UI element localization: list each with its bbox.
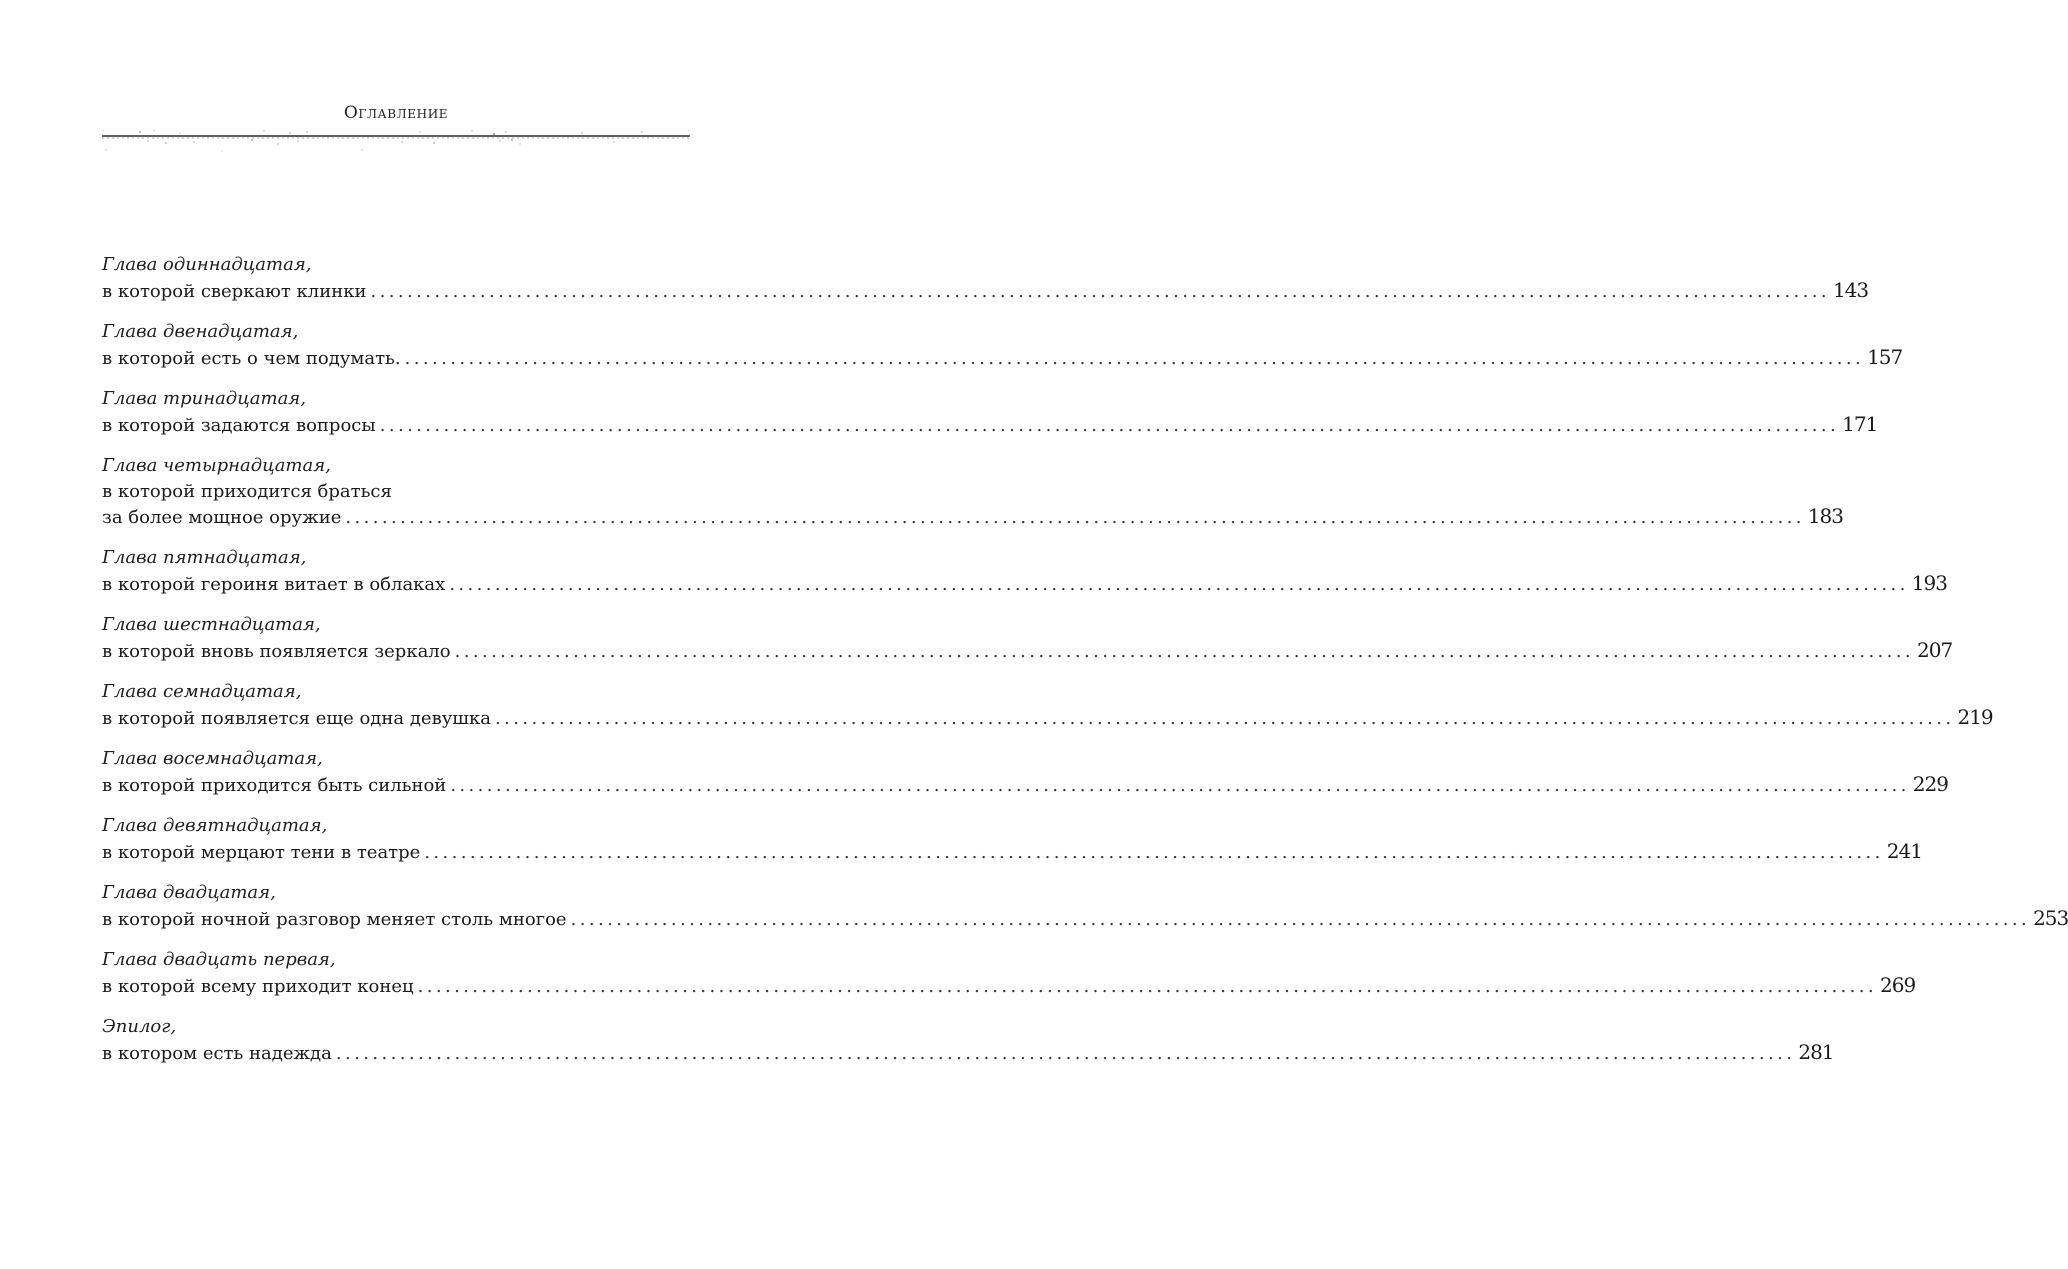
toc-entry-line (102, 705, 1993, 730)
dot-leader: ................................................................................................................................................................ (424, 842, 1884, 863)
toc-page-number[interactable]: 241 (1886, 839, 1922, 863)
toc-entry[interactable] (102, 612, 1953, 663)
toc-page-number[interactable]: 171 (1842, 412, 1878, 436)
toc-entry[interactable] (102, 813, 1922, 864)
toc-entry[interactable] (102, 679, 1993, 730)
toc-entry[interactable] (102, 453, 1843, 529)
toc-entry[interactable] (102, 880, 2068, 931)
toc-page-number[interactable]: 183 (1807, 504, 1843, 528)
toc-entry-title-text: в которой приходится браться (102, 481, 392, 502)
table-of-contents (102, 252, 2068, 1081)
toc-page-number[interactable]: 193 (1911, 571, 1947, 595)
page-header (102, 100, 690, 160)
dot-leader: ................................................................................................................................................................ (570, 909, 2031, 930)
toc-page-number[interactable]: 229 (1912, 772, 1948, 796)
toc-entry-heading: Глава двадцатая, (102, 882, 276, 903)
toc-entry-heading: Глава четырнадцатая, (102, 455, 331, 476)
toc-entry-heading: Глава двенадцатая, (102, 321, 299, 342)
toc-entry-title-text: в которой появляется еще одна девушка (102, 708, 492, 729)
toc-entry-heading: Глава шестнадцатая, (102, 614, 321, 635)
toc-entry[interactable] (102, 947, 1916, 998)
toc-entry-title-text: в которой мерцают тени в театре (102, 842, 421, 863)
toc-entry-heading: Эпилог, (102, 1016, 177, 1037)
ornamental-rule (102, 126, 690, 156)
dot-leader: ................................................................................................................................................................ (454, 641, 1915, 662)
toc-entry-line (102, 839, 1922, 864)
toc-page-number[interactable]: 157 (1867, 345, 1903, 369)
toc-entry-title-text: в которой вновь появляется зеркало (102, 641, 451, 662)
dot-leader: ................................................................................................................................................................ (345, 507, 1805, 528)
toc-entry-heading: Глава одиннадцатая, (102, 254, 312, 275)
toc-page-number[interactable]: 269 (1880, 973, 1916, 997)
toc-entry[interactable] (102, 545, 1947, 596)
toc-entry-heading: Глава семнадцатая, (102, 681, 302, 702)
toc-page-number[interactable]: 207 (1917, 638, 1953, 662)
toc-entry-line (102, 278, 1869, 303)
dot-leader: ................................................................................................................................................................ (417, 976, 1878, 997)
dot-leader: ................................................................................................................................................................ (450, 775, 1910, 796)
dot-leader: ................................................................................................................................................................ (335, 1043, 1796, 1064)
toc-entry-line (102, 772, 1948, 797)
toc-entry-line (102, 638, 1953, 663)
toc-entry-title-text: в котором есть надежда (102, 1043, 332, 1064)
page-title: Оглавление (343, 103, 449, 123)
dot-leader: ................................................................................................................................................................ (370, 281, 1830, 302)
toc-entry-title-text: за более мощное оружие (102, 507, 342, 528)
toc-entry[interactable] (102, 1014, 1834, 1065)
toc-entry[interactable] (102, 252, 1869, 303)
toc-page-number[interactable]: 253 (2033, 906, 2068, 930)
toc-entry[interactable] (102, 386, 1878, 437)
toc-entry-line (102, 571, 1947, 596)
toc-page-number[interactable]: 281 (1798, 1040, 1834, 1064)
toc-entry-title-text: в которой сверкают клинки (102, 281, 367, 302)
toc-entry-heading: Глава двадцать первая, (102, 949, 336, 970)
toc-entry-line (102, 906, 2068, 931)
toc-entry-line (102, 1040, 1834, 1065)
toc-entry-heading: Глава пятнадцатая, (102, 547, 307, 568)
toc-entry-line (102, 479, 688, 504)
toc-entry-heading: Глава восемнадцатая, (102, 748, 323, 769)
toc-entry-title-text: в которой героиня витает в облаках (102, 574, 446, 595)
toc-entry-title-text: в которой есть о чем подумать. (102, 348, 401, 369)
toc-entry-line (102, 504, 1843, 529)
toc-page-number[interactable]: 219 (1957, 705, 1993, 729)
toc-entry-title-text: в которой задаются вопросы (102, 415, 376, 436)
toc-entry-line (102, 412, 1878, 437)
toc-entry[interactable] (102, 319, 1903, 370)
toc-entry-line (102, 973, 1916, 998)
toc-entry-line (102, 345, 1903, 370)
dot-leader: ................................................................................................................................................................ (404, 348, 1865, 369)
toc-entry-heading: Глава девятнадцатая, (102, 815, 328, 836)
dot-leader: ................................................................................................................................................................ (495, 708, 1955, 729)
toc-entry-title-text: в которой приходится быть сильной (102, 775, 447, 796)
toc-entry-title-text: в которой всему приходит конец (102, 976, 414, 997)
dot-leader: ................................................................................................................................................................ (449, 574, 1909, 595)
dot-leader: ................................................................................................................................................................ (379, 415, 1840, 436)
toc-entry-heading: Глава тринадцатая, (102, 388, 306, 409)
toc-page-number[interactable]: 143 (1832, 278, 1869, 302)
toc-entry-title-text: в которой ночной разговор меняет столь многое (102, 909, 567, 930)
toc-entry[interactable] (102, 746, 1948, 797)
